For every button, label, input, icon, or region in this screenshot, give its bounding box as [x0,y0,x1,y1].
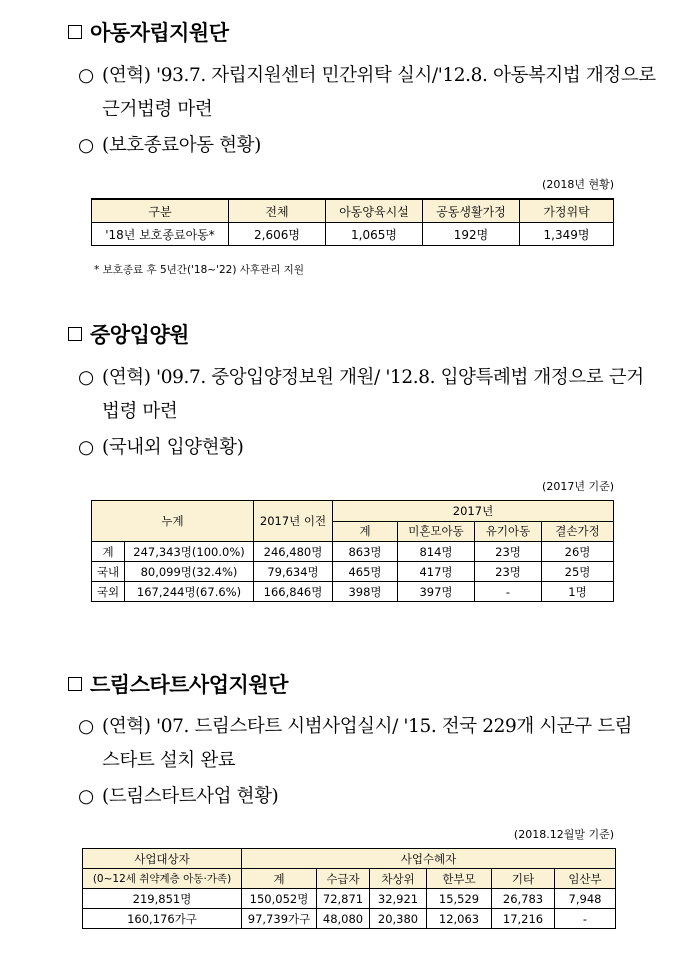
table-cell: 167,244명(67.6%) [125,582,254,602]
table-row [83,889,616,909]
table-cell: 7,948 [555,889,616,909]
table-cell: 192명 [423,223,520,246]
header-cell: 계 [242,869,317,889]
header-cell: 사업대상자 [83,849,242,869]
table-cell: 80,099명(32.4%) [125,562,254,582]
table-cell: 247,343명(100.0%) [125,542,254,562]
table-cell: 12,063 [427,909,492,929]
checkbox-square-icon [68,25,82,39]
header-cell: 2017년 [333,501,614,522]
table-cell: 25명 [542,562,614,582]
footnote: * 보호종료 후 5년간('18~'22) 사후관리 지원 [94,264,304,276]
table-cell: 417명 [398,562,475,582]
table-cell: 23명 [475,562,542,582]
table-cell: - [555,909,616,929]
table-row [92,542,614,562]
header-cell: 사업수혜자 [242,849,616,869]
section-title-adoption: 중앙입양원 [68,319,189,349]
table-row [92,562,614,582]
history-continuation: 근거법령 마련 [102,99,213,120]
table-row [92,582,614,602]
adoption-status-table [91,500,614,602]
table-cell: 398명 [333,582,398,602]
table-cell: 20,380 [370,909,427,929]
header-cell: 계 [333,521,398,542]
table-cell: 15,529 [427,889,492,909]
table-cell: 26,783 [492,889,555,909]
table-cell: 150,052명 [242,889,317,909]
checkbox-square-icon [68,327,82,341]
header-cell: 유기아동 [475,521,542,542]
table-cell: 863명 [333,542,398,562]
header-cell: 결손가정 [542,521,614,542]
table-cell: 1명 [542,582,614,602]
table-cell: 465명 [333,562,398,582]
header-cell: 기타 [492,869,555,889]
history-bullet: ○ (연혁) '09.7. 중앙입양정보원 개원/ '12.8. 입양특례법 개정으로 근거 [78,367,644,388]
header-cell: 아동양육시설 [326,199,423,223]
table-cell: 166,846명 [254,582,333,602]
table-header-row [92,501,614,522]
table-cell: 26명 [542,542,614,562]
table-cell: 97,739가구 [242,909,317,929]
header-cell: 2017년 이전 [254,501,333,542]
table-header-row [83,849,616,869]
history-continuation: 스타트 설치 완료 [102,750,236,771]
table-cell: 814명 [398,542,475,562]
table-row [83,909,616,929]
table-cell: 2,606명 [229,223,326,246]
dreamstart-status-table [82,848,616,929]
aftercare-status-table [91,198,614,246]
table-cell: 397명 [398,582,475,602]
table-cell: 219,851명 [83,889,242,909]
header-cell: 한부모 [427,869,492,889]
status-bullet: ○ (보호종료아동 현황) [78,135,261,156]
table-cell: - [475,582,542,602]
table-cell: 국외 [92,582,125,602]
header-cell: 가정위탁 [520,199,614,223]
table-cell: 160,176가구 [83,909,242,929]
table-cell: 48,080 [317,909,370,929]
header-cell: (0~12세 취약계층 아동·가족) [83,869,242,889]
header-cell: 임산부 [555,869,616,889]
checkbox-square-icon [68,677,82,691]
table-cell: 32,921 [370,889,427,909]
history-bullet: ○ (연혁) '93.7. 자립지원센터 민간위탁 실시/'12.8. 아동복지법 개정으로 [78,65,656,86]
table-cell: '18년 보호종료아동* [92,223,229,246]
history-continuation: 법령 마련 [102,401,178,422]
table-header-row [83,869,616,889]
table-cell: 79,634명 [254,562,333,582]
status-bullet: ○ (드림스타트사업 현황) [78,786,279,807]
status-bullet: ○ (국내외 입양현황) [78,437,244,458]
basis-date: (2018년 현황) [542,178,614,191]
table-cell: 246,480명 [254,542,333,562]
table-cell: 72,871 [317,889,370,909]
header-cell: 구분 [92,199,229,223]
table-row [92,223,614,246]
header-cell: 수급자 [317,869,370,889]
table-cell: 23명 [475,542,542,562]
header-cell: 전체 [229,199,326,223]
header-cell: 공동생활가정 [423,199,520,223]
basis-date: (2018.12월말 기준) [513,828,614,841]
section-title-child-independence: 아동자립지원단 [68,17,229,47]
history-bullet: ○ (연혁) '07. 드림스타트 시범사업실시/ '15. 전국 229개 시군구 드림 [78,716,633,737]
section-title-dreamstart: 드림스타트사업지원단 [68,669,288,699]
table-cell: 1,065명 [326,223,423,246]
table-cell: 국내 [92,562,125,582]
basis-date: (2017년 기준) [542,480,614,493]
table-cell: 계 [92,542,125,562]
header-cell: 누계 [92,501,254,542]
table-header-row [92,199,614,223]
table-cell: 1,349명 [520,223,614,246]
header-cell: 미혼모아동 [398,521,475,542]
header-cell: 차상위 [370,869,427,889]
table-cell: 17,216 [492,909,555,929]
